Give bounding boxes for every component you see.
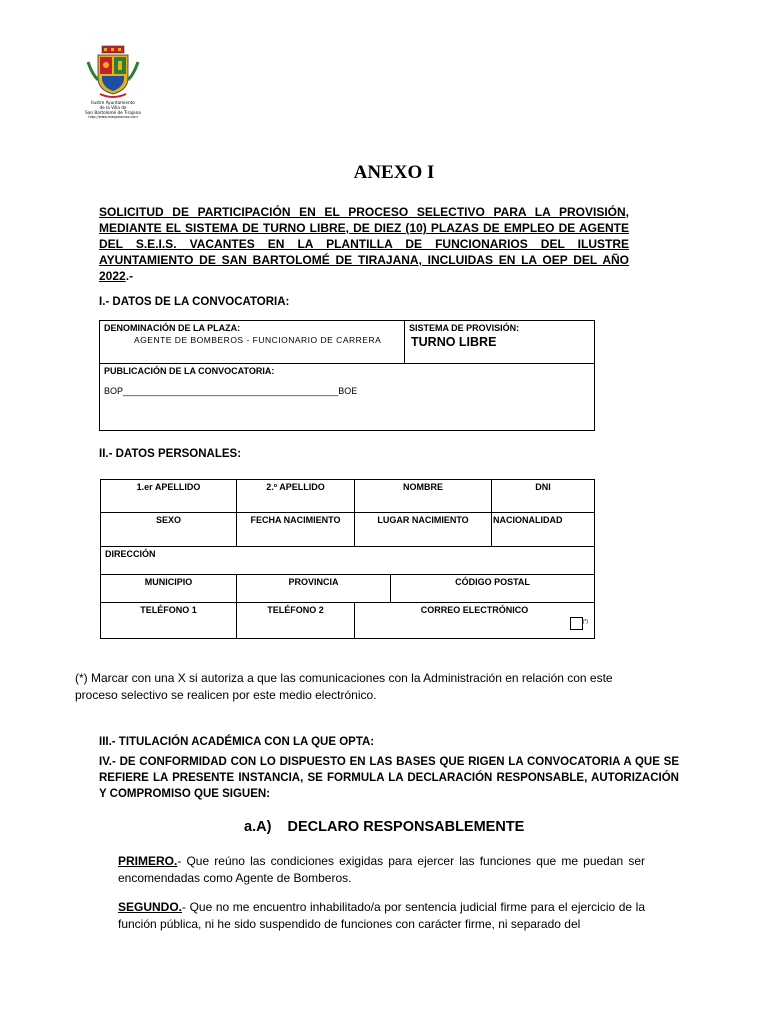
- municipio-label: MUNICIPIO: [144, 577, 193, 587]
- direccion-label: DIRECCIÓN: [105, 549, 156, 559]
- declaro-responsablemente-heading: a.A) DECLARO RESPONSABLEMENTE: [244, 819, 525, 835]
- codigo-postal-cell[interactable]: [391, 575, 595, 603]
- section-3-heading: III.- TITULACIÓN ACADÉMICA CON LA QUE OPTA:: [99, 736, 375, 748]
- municipal-coat-of-arms-logo: [80, 44, 146, 130]
- plaza-value: AGENTE DE BOMBEROS - FUNCIONARIO DE CARRERA: [134, 335, 382, 345]
- codigo-postal-label: CÓDIGO POSTAL: [455, 577, 530, 587]
- fecha-nacimiento-label: FECHA NACIMIENTO: [250, 515, 341, 525]
- logo-caption-line: San Bartolomé de Tirajana: [85, 110, 141, 115]
- plaza-cell[interactable]: [100, 321, 405, 364]
- boe-label: BOE: [338, 386, 358, 396]
- logo-url: http://www.maspalomas.com: [88, 115, 138, 119]
- personal-data-table: [100, 479, 595, 639]
- provincia-cell[interactable]: [237, 575, 391, 603]
- email-consent-note: (*) Marcar con una X si autoriza a que las comunicaciones con la Administración en relación con este proceso selectivo se realicen por este medio electrónico.: [75, 671, 613, 702]
- publicacion-cell[interactable]: [100, 364, 595, 431]
- apellido2-label: 2.º APELLIDO: [266, 482, 325, 492]
- sistema-label: SISTEMA DE PROVISIÓN:: [409, 323, 520, 333]
- sexo-cell[interactable]: [101, 513, 237, 547]
- primero-lead: PRIMERO.: [118, 854, 178, 868]
- sistema-value: TURNO LIBRE: [411, 335, 497, 349]
- apellido2-cell[interactable]: [237, 480, 355, 513]
- fecha-nacimiento-cell[interactable]: [237, 513, 355, 547]
- lugar-nacimiento-label: LUGAR NACIMIENTO: [377, 515, 469, 525]
- segundo-paragraph: [118, 899, 645, 933]
- telefono1-cell[interactable]: [101, 603, 237, 639]
- section-4-heading: IV.- DE CONFORMIDAD CON LO DISPUESTO EN LAS BASES QUE RIGEN LA CONVOCATORIA A QUE SE REFIERE LA PRESENTE INSTANCIA, SE FORMULA LA DECLARACIÓN RESPONSABLE, AUTORIZACIÓN Y COMPROMISO QUE SIGUEN:: [99, 756, 679, 800]
- apellido1-cell[interactable]: [101, 480, 237, 513]
- telefono2-cell[interactable]: [237, 603, 355, 639]
- apellido1-label: 1.er APELLIDO: [136, 482, 201, 492]
- dni-label: DNI: [535, 482, 551, 492]
- lugar-nacimiento-cell[interactable]: [355, 513, 492, 547]
- intro-part-2: MEDIANTE EL SISTEMA DE TURNO LIBRE, DE DIEZ (10) PLAZAS DE EMPLEO DE AGENTE DEL S.E.I.S. VACANTES EN LA PLANTILLA DE FUNCIONARIOS DEL ILUSTRE: [99, 221, 629, 251]
- coat-of-arms-icon: [80, 44, 146, 100]
- nombre-label: NOMBRE: [403, 482, 443, 492]
- telefono1-label: TELÉFONO 1: [140, 605, 197, 615]
- primero-text: - Que reúno las condiciones exigidas para ejercer las funciones que me puedan ser encomendadas como Agente de Bomberos.: [118, 854, 645, 885]
- primero-paragraph: [118, 853, 645, 887]
- direccion-cell[interactable]: [101, 547, 595, 575]
- telefono2-label: TELÉFONO 2: [267, 605, 324, 615]
- document-title: ANEXO I: [353, 162, 435, 183]
- intro-part-3: AYUNTAMIENTO DE SAN BARTOLOMÉ DE TIRAJANA, INCLUIDAS EN LA OEP DEL AÑO 2022: [99, 253, 629, 283]
- section-1-heading: I.- DATOS DE LA CONVOCATORIA:: [99, 296, 290, 308]
- logo-caption-line: Ilustre Ayuntamiento: [91, 100, 135, 105]
- publicacion-label: PUBLICACIÓN DE LA CONVOCATORIA:: [104, 366, 275, 376]
- sexo-label: SEXO: [155, 515, 181, 525]
- correo-cell[interactable]: [355, 603, 595, 639]
- nombre-cell[interactable]: [355, 480, 492, 513]
- nacionalidad-label: NACIONALIDAD: [493, 515, 563, 525]
- email-consent-checkbox[interactable]: [570, 617, 583, 630]
- nacionalidad-cell[interactable]: [492, 513, 595, 547]
- dni-cell[interactable]: [492, 480, 595, 513]
- asterisk-mark: (*): [582, 619, 588, 625]
- intro-part-4: .-: [125, 269, 134, 283]
- bop-field[interactable]: BOP___________________________________________: [104, 386, 339, 396]
- municipio-cell[interactable]: [101, 575, 237, 603]
- correo-label: CORREO ELECTRÓNICO: [420, 605, 529, 615]
- intro-paragraph: [99, 204, 629, 284]
- plaza-label: DENOMINACIÓN DE LA PLAZA:: [104, 323, 241, 333]
- sistema-cell[interactable]: [405, 321, 595, 364]
- segundo-lead: SEGUNDO.: [118, 900, 183, 914]
- convocatoria-table: [99, 320, 595, 431]
- segundo-text: - Que no me encuentro inhabilitado/a por sentencia judicial firme para el ejercicio de la función pública, ni he sido suspendido de funciones con carácter firme, ni separado del: [118, 900, 645, 931]
- provincia-label: PROVINCIA: [288, 577, 339, 587]
- intro-part-1: SOLICITUD DE PARTICIPACIÓN EN EL PROCESO SELECTIVO PARA LA PROVISIÓN,: [99, 205, 629, 219]
- section-2-heading: II.- DATOS PERSONALES:: [99, 448, 242, 460]
- logo-caption-line: de la Villa de: [99, 105, 127, 110]
